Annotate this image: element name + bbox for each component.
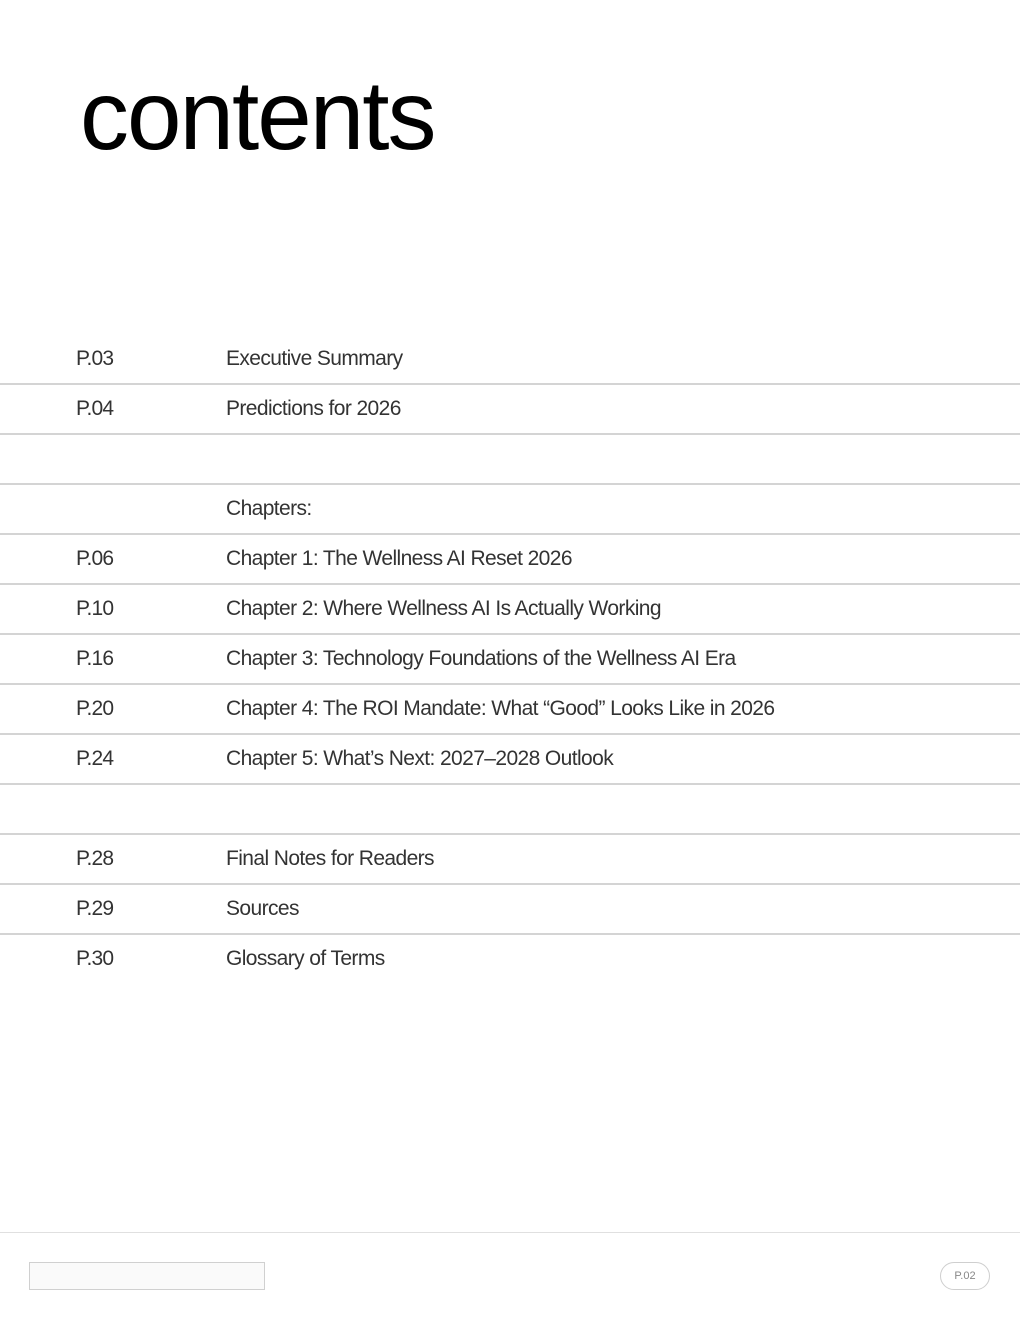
- toc-row-spacer: [0, 785, 1020, 835]
- toc-page-number: P.03: [76, 347, 114, 370]
- toc-entry-title: Chapter 3: Technology Foundations of the Wellness AI Era: [226, 647, 736, 670]
- toc-page-number: P.29: [76, 897, 114, 920]
- toc-row-chapter-3[interactable]: [0, 635, 1020, 685]
- toc-row-chapter-1[interactable]: [0, 535, 1020, 585]
- toc-entry-title: Chapter 2: Where Wellness AI Is Actually Working: [226, 597, 661, 620]
- toc-entry-title: Glossary of Terms: [226, 947, 385, 970]
- toc-entry-title: Executive Summary: [226, 347, 403, 370]
- toc-page-number: P.04: [76, 397, 114, 420]
- toc-row-chapters-heading: [0, 485, 1020, 535]
- toc-row-predictions[interactable]: [0, 385, 1020, 435]
- toc-entry-title: Chapter 1: The Wellness AI Reset 2026: [226, 547, 572, 570]
- table-of-contents: [0, 335, 1020, 983]
- toc-entry-title: Chapter 4: The ROI Mandate: What “Good” Looks Like in 2026: [226, 697, 775, 720]
- toc-page-number: P.24: [76, 747, 114, 770]
- page-number-badge: P.02: [940, 1262, 990, 1290]
- toc-page-number: P.10: [76, 597, 114, 620]
- footer-divider: [0, 1232, 1020, 1233]
- toc-row-sources[interactable]: [0, 885, 1020, 935]
- toc-section-heading: Chapters:: [226, 497, 312, 520]
- toc-row-chapter-2[interactable]: [0, 585, 1020, 635]
- toc-entry-title: Final Notes for Readers: [226, 847, 434, 870]
- toc-row-glossary[interactable]: [0, 935, 1020, 983]
- toc-row-chapter-5[interactable]: [0, 735, 1020, 785]
- footer-logo-placeholder: [29, 1262, 265, 1290]
- toc-page-number: P.30: [76, 947, 114, 970]
- toc-page-number: P.20: [76, 697, 114, 720]
- toc-row-spacer: [0, 435, 1020, 485]
- toc-page-number: P.06: [76, 547, 114, 570]
- toc-page-number: P.16: [76, 647, 114, 670]
- toc-entry-title: Chapter 5: What’s Next: 2027–2028 Outlook: [226, 747, 614, 770]
- toc-row-executive-summary[interactable]: [0, 335, 1020, 385]
- toc-entry-title: Sources: [226, 897, 299, 920]
- toc-row-chapter-4[interactable]: [0, 685, 1020, 735]
- toc-row-final-notes[interactable]: [0, 835, 1020, 885]
- page-title: contents: [80, 60, 435, 170]
- toc-page-number: P.28: [76, 847, 114, 870]
- toc-entry-title: Predictions for 2026: [226, 397, 401, 420]
